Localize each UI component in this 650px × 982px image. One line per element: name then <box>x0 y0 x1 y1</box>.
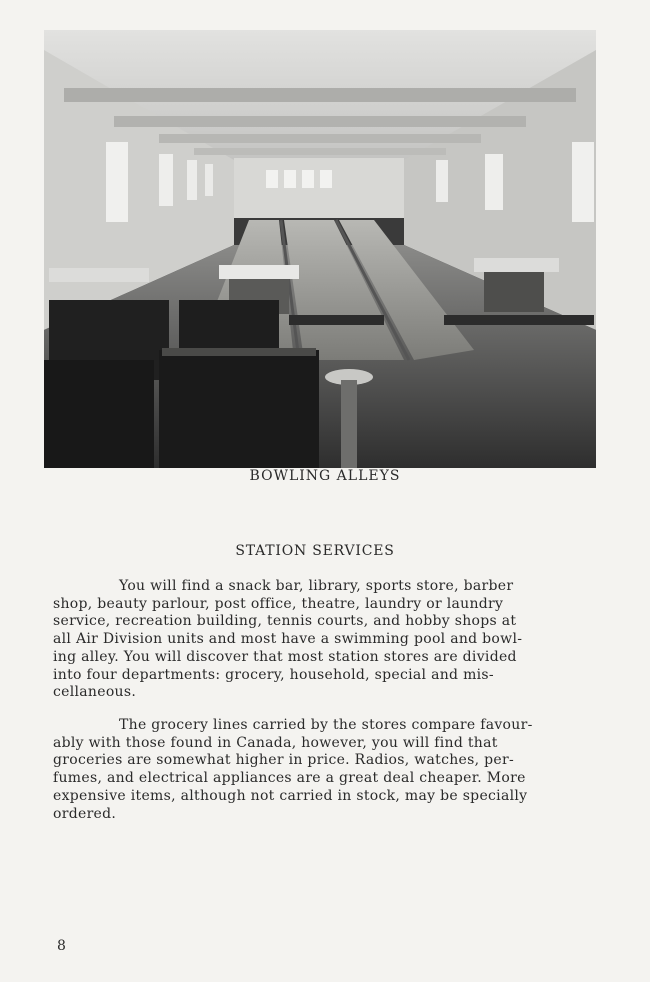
text-line: shop, beauty parlour, post office, theatre, laundry or laundry <box>53 595 504 612</box>
text-line: ing alley. You will discover that most station stores are divided <box>53 648 517 665</box>
text-line: cellaneous. <box>53 684 137 701</box>
photo-caption: BOWLING ALLEYS <box>249 468 401 484</box>
text-line: ordered. <box>53 805 117 822</box>
text-line: into four departments: grocery, household, special and mis- <box>53 666 494 683</box>
paragraph-1 <box>53 578 613 702</box>
text-line: expensive items, although not carried in stock, may be specially <box>53 787 528 804</box>
text-line: all Air Division units and most have a swimming pool and bowl- <box>53 631 523 648</box>
text-line: The grocery lines carried by the stores compare favour- <box>119 717 533 733</box>
bowling-alley-photo <box>44 30 596 468</box>
paragraph-2 <box>53 717 613 823</box>
text-line: service, recreation building, tennis courts, and hobby shops at <box>53 613 517 630</box>
text-line: You will find a snack bar, library, sports store, barber <box>119 578 514 594</box>
text-line: groceries are somewhat higher in price. Radios, watches, per- <box>53 752 514 769</box>
section-title: STATION SERVICES <box>235 543 395 559</box>
text-line: ably with those found in Canada, however, you will find that <box>53 734 498 751</box>
text-line: fumes, and electrical appliances are a great deal cheaper. More <box>53 770 526 787</box>
page-number: 8 <box>57 938 66 954</box>
